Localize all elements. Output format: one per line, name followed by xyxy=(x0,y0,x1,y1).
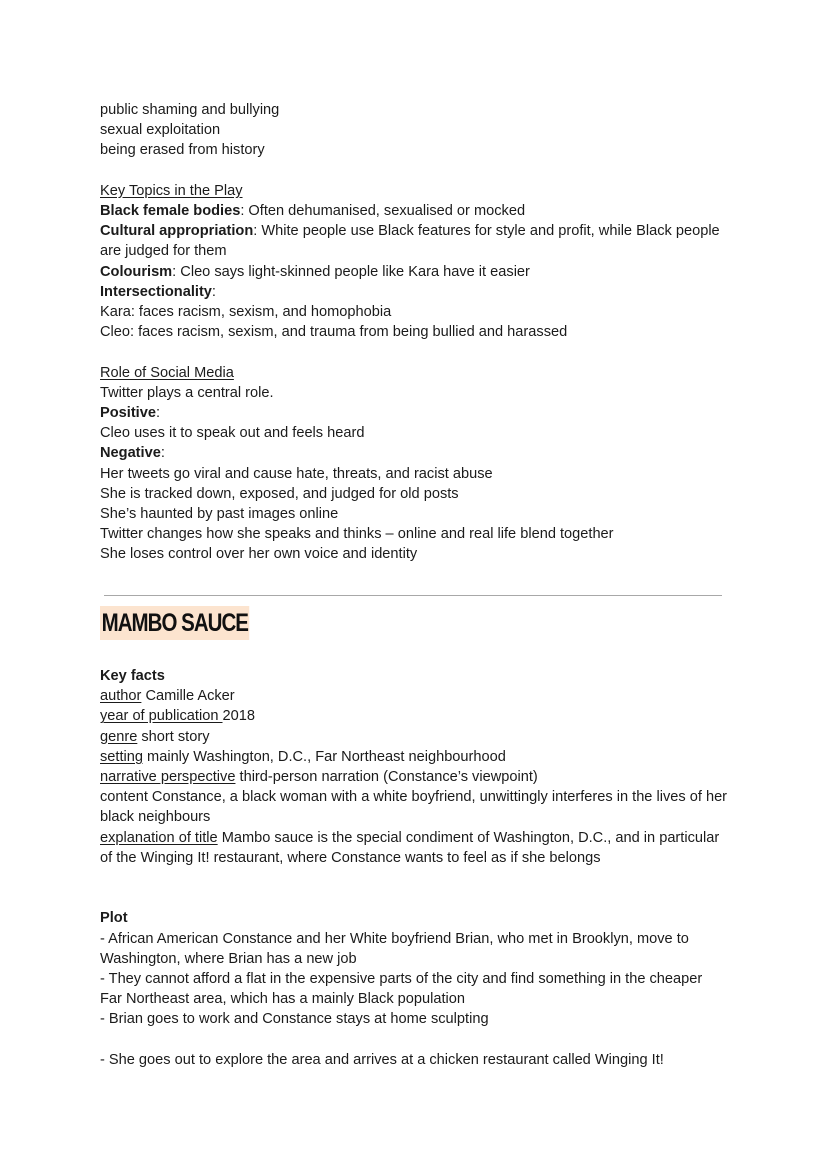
fact-value: short story xyxy=(137,728,210,745)
fact-perspective xyxy=(100,767,728,787)
positive-label: Positive xyxy=(100,405,156,422)
list-item: sexual exploitation xyxy=(100,122,221,139)
fact-setting xyxy=(100,747,728,767)
topic-black-bodies xyxy=(100,201,725,221)
topic-colon: : xyxy=(211,283,216,300)
fact-genre xyxy=(100,727,728,747)
negative-item: She’s haunted by past images online xyxy=(100,506,339,523)
negative-item: Twitter changes how she speaks and thinks – online and real life blend together xyxy=(100,526,614,543)
topic-kara: Kara: faces racism, sexism, and homophobia xyxy=(100,304,392,321)
fact-label: year of publication xyxy=(100,708,223,725)
key-topics-heading: Key Topics in the Play xyxy=(100,182,243,199)
fact-value: third-person narration (Constance’s viewpoint) xyxy=(235,769,538,786)
fact-label: genre xyxy=(100,728,138,745)
negative-colon: : xyxy=(160,445,165,462)
plot-heading: Plot xyxy=(100,910,128,927)
plot-item: - She goes out to explore the area and arrives at a chicken restaurant called Winging It! xyxy=(100,1051,664,1068)
topic-text: : Cleo says light-skinned people like Kara have it easier xyxy=(172,263,530,280)
positive-label-line xyxy=(100,403,725,423)
plot-item: - They cannot afford a flat in the expensive parts of the city and find something in the cheaper Far Northeast area, which has a mainly Black population xyxy=(100,971,703,1008)
positive-item: Cleo uses it to speak out and feels heard xyxy=(100,425,365,442)
fact-content: content Constance, a black woman with a white boyfriend, unwittingly interferes in the lives of her black neighbours xyxy=(100,789,728,826)
topic-text: : Often dehumanised, sexualised or mocked xyxy=(240,203,526,219)
fact-year xyxy=(100,706,728,726)
fact-label: setting xyxy=(100,748,143,765)
fact-value: Camille Acker xyxy=(141,688,235,705)
mambo-section xyxy=(100,666,728,1070)
topic-cleo: Cleo: faces racism, sexism, and trauma from being bullied and harassed xyxy=(100,324,568,341)
topic-label: Cultural appropriation xyxy=(100,223,254,240)
positive-colon: : xyxy=(155,405,161,422)
social-media-heading: Role of Social Media xyxy=(100,364,234,381)
negative-label: Negative xyxy=(100,445,161,462)
topic-label: Colourism xyxy=(100,263,173,280)
fact-label: explanation of title xyxy=(100,829,218,846)
fact-value: 2018 xyxy=(222,708,255,725)
topic-label: Intersectionality xyxy=(100,283,212,300)
social-media-intro: Twitter plays a central role. xyxy=(100,384,274,401)
list-item: being erased from history xyxy=(100,142,265,159)
topic-colourism xyxy=(100,262,725,282)
negative-item: She is tracked down, exposed, and judged for old posts xyxy=(100,485,459,502)
mambo-sauce-title: MAMBO SAUCE xyxy=(100,606,250,640)
negative-label-line xyxy=(100,443,725,463)
topic-label: Black female bodies xyxy=(100,203,241,219)
topic-cultural-appropriation xyxy=(100,221,725,261)
negative-item: Her tweets go viral and cause hate, threats, and racist abuse xyxy=(100,465,493,482)
topic-intersectionality xyxy=(100,282,725,302)
upper-section xyxy=(100,100,725,565)
plot-item: - African American Constance and her White boyfriend Brian, who met in Brooklyn, move to Washington, where Brian has a new job xyxy=(100,930,689,967)
negative-item: She loses control over her own voice and identity xyxy=(100,546,418,563)
plot-item: - Brian goes to work and Constance stays at home sculpting xyxy=(100,1011,489,1028)
fact-label: author xyxy=(100,688,142,705)
fact-label: narrative perspective xyxy=(100,769,236,786)
topic-text: : White people use Black features for style and profit, while Black people are judged for them xyxy=(100,223,720,260)
list-item: public shaming and bullying xyxy=(100,102,280,118)
key-facts-heading: Key facts xyxy=(100,668,165,684)
fact-author xyxy=(100,686,728,706)
fact-value: mainly Washington, D.C., Far Northeast neighbourhood xyxy=(143,748,506,765)
horizontal-divider xyxy=(104,595,722,596)
fact-title-explanation xyxy=(100,828,728,868)
fact-value: Mambo sauce is the special condiment of Washington, D.C., and in particular of the Winging It! restaurant, where Constance wants to feel as if she belongs xyxy=(100,829,720,866)
